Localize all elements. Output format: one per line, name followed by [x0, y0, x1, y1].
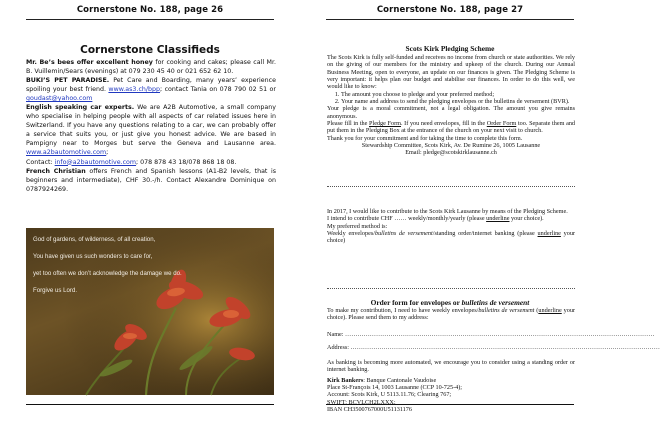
list-item: 2. Your name and address to send the pledging envelopes or the bulletins de versement (BVR).	[341, 98, 575, 105]
website-link[interactable]: www.as3.ch/bpp	[108, 86, 161, 94]
address-label: Address:	[327, 344, 351, 351]
text: I intend to contribute CHF …… weekly/monthly/yearly (please	[327, 215, 487, 223]
pledge-form-ref: Pledge Form	[369, 120, 401, 128]
text: your choice). Please send them to my address:	[327, 307, 576, 322]
pledging-scheme-text	[327, 54, 575, 157]
photo-caption-line: yet too often we don’t acknowledge the damage we do.	[33, 270, 182, 277]
ad-text: offers French and Spanish lessons (A1-B2 levels, that is beginners and intermediate), CHF 30.-/h. Contact Alexandre Dominique on 0787924269.	[26, 167, 277, 193]
address-blank: ……………………………………………………………………………………………………………………………………	[350, 344, 660, 351]
classified-ad	[26, 167, 276, 194]
ad-lead: French Christian	[26, 167, 86, 175]
list-item: 1. The amount you choose to pledge and your preferred method;	[341, 91, 575, 98]
text: (	[534, 307, 539, 314]
bank-iban: IBAN CH3500767000U51131176	[327, 406, 412, 414]
name-field[interactable]	[327, 331, 655, 338]
footer-rule	[326, 404, 574, 405]
photo-caption-line: God of gardens, of wilderness, of all creation,	[33, 236, 156, 243]
classifieds-body	[26, 58, 276, 194]
cut-line	[327, 186, 575, 187]
pledge-amount-line[interactable]	[327, 215, 575, 222]
classified-ad	[26, 76, 276, 103]
text: underline	[538, 307, 562, 314]
text: your choice).	[509, 215, 544, 223]
text: Weekly envelopes/	[327, 230, 375, 238]
pledge-method-label: My preferred method is:	[327, 222, 388, 230]
address-field[interactable]	[327, 344, 660, 351]
section-title: Scots Kirk Pledging Scheme	[405, 44, 495, 53]
section-title: Cornerstone Classifieds	[80, 44, 220, 56]
ad-text: Pet Care and Boarding, many years’ experience spoiling your best friend.	[26, 77, 276, 94]
bank-swift: SWIFT: BCVLCH2LXXX;	[327, 398, 396, 406]
bank-address: Place St-François 14, 1003 Lausanne (CCP 10-725-4);	[327, 384, 463, 392]
text: underline	[486, 215, 510, 223]
order-form-ref: Order Form	[486, 120, 517, 128]
text: too. Separate them and put them in the Pledging Box at the entrance of the church on your next visit to church.	[327, 120, 576, 135]
ad-text: ;	[106, 149, 109, 157]
classified-ad	[26, 103, 276, 166]
order-form-title	[300, 298, 600, 307]
website-link[interactable]: www.a2bautomotive.com	[26, 149, 107, 157]
classified-ad	[26, 58, 276, 76]
ad-text: ; contact Tania on 078 790 02 51 or	[160, 86, 277, 94]
pledge-statement: In 2017, I would like to contribute to the Scots Kirk Lausanne by means of the Pledging Scheme.	[327, 208, 568, 215]
text: your choice)	[327, 230, 576, 245]
signature-email: Email: pledge@scotskirklausanne.ch	[405, 149, 497, 157]
name-label: Name:	[327, 331, 346, 338]
ad-text: We are A2B Automotive, a small company who specialise in helping people with all aspects of car related issues here in Switzerland. If you have any questions relating to a car, we can probably offer a service that suits you, or just give you honest advice. We are based in Pampigny near to Morges but serve the Geneva and Lausanne area.	[26, 104, 276, 148]
text: underline	[537, 230, 561, 238]
cut-line	[327, 288, 575, 289]
page-header: Cornerstone No. 188, page 27	[376, 5, 524, 15]
header-rule	[26, 19, 274, 20]
email-link[interactable]: info@a2bautomotive.com	[54, 158, 137, 166]
signature-line: Stewardship Committee, Scots Kirk, Av. De Rumine 26, 1005 Lausanne	[361, 142, 541, 150]
page-header: Cornerstone No. 188, page 26	[76, 5, 224, 15]
ad-lead: Mr. Be’s bees offer excellent honey	[26, 59, 153, 66]
ad-lead: BUKI’S PET PARADISE.	[26, 77, 110, 85]
tulip-prayer-photo	[26, 228, 274, 395]
pledge-method-options[interactable]	[327, 230, 575, 245]
text: To make my contribution, I need to have weekly envelopes/	[327, 307, 479, 314]
paragraph: Your pledge is a moral commitment, not a legal obligation. The amount you give remains anonymous.	[327, 105, 575, 120]
text: Order form for envelopes or	[370, 298, 462, 307]
paragraph: Thank you for your commitment and for taking the time to complete this form.	[327, 134, 523, 142]
photo-caption-line: Forgive us Lord.	[33, 287, 78, 294]
text: bulletins de versement	[374, 230, 433, 238]
bank-details	[327, 359, 575, 413]
left-page	[0, 0, 300, 425]
order-form-text	[327, 307, 575, 322]
info-list	[327, 91, 575, 106]
text: . If you need envelopes, fill in the	[400, 120, 487, 128]
ad-text: for cooking and cakes; please call Mr. B. Vuillemin/Sears (evenings) at 079 230 45 40 or 021 652 62 10.	[26, 59, 276, 76]
bank-account: Account: Scots Kirk, U 5113.11.76; Clearing 767;	[327, 391, 452, 399]
footer-rule	[26, 404, 274, 405]
text: Please fill in the	[327, 120, 370, 128]
ad-lead: English speaking car experts.	[26, 104, 135, 112]
bank-label: Kirk Bankers	[327, 376, 364, 384]
text: /standing order/internet banking (please	[432, 230, 538, 238]
text: bulletins de versement	[461, 298, 530, 307]
banking-note: As banking is becoming more automated, we encourage you to consider using a standing order or internet banking.	[327, 359, 575, 374]
text: bulletins de versement	[478, 307, 535, 314]
pledge-form	[327, 208, 575, 245]
intro-paragraph: The Scots Kirk is fully self-funded and receives no income from church or state authorities. We rely on the giving of our members for the ministry and upkeep of the church. During our Annual Business Meeting, open to everyone, an update on our finances is given. The Pledging Scheme is very important: it helps plan our budget and stabilise our finances. In order to do this well, we would like to know:	[327, 54, 575, 91]
photo-caption-line: You have given us such wonders to care for,	[33, 253, 153, 260]
ad-text: Contact:	[26, 158, 55, 166]
bank-name: : Banque Cantonale Vaudoise	[363, 376, 437, 384]
paragraph	[327, 120, 575, 135]
email-link[interactable]: goudast@yahoo.com	[26, 95, 93, 103]
ad-text: ; 078 878 43 18/078 868 18 08.	[136, 158, 237, 166]
right-page	[300, 0, 660, 425]
name-blank: ……………………………………………………………………………………………………………………………………	[345, 331, 655, 338]
header-rule	[326, 19, 574, 20]
